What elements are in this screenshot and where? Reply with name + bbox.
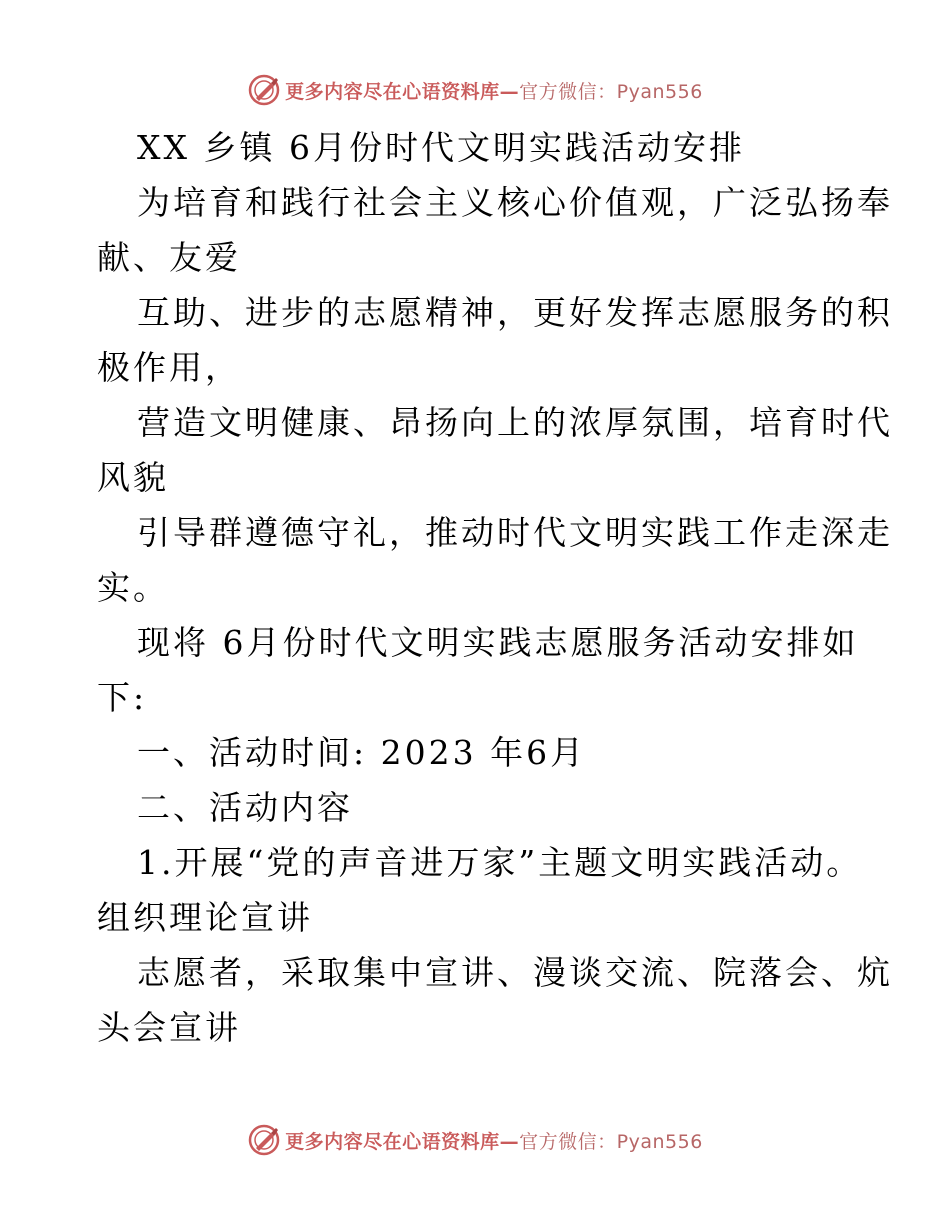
watermark-dash: —	[499, 1130, 520, 1153]
text-line: 二、活动内容	[137, 788, 353, 827]
text-line: 为培育和践行社会主义核心价值观，广泛弘扬奉	[137, 183, 893, 222]
watermark-main: 更多内容尽在心语资料库	[285, 1130, 500, 1153]
watermark-wechat: 官方微信：Pyan556	[519, 1130, 703, 1153]
watermark-inner	[247, 1123, 703, 1157]
text-line: 实。	[97, 568, 169, 607]
text-line: 互助、进步的志愿精神，更好发挥志愿服务的积	[137, 293, 893, 332]
text-line: 一、活动时间: 2023 年6月	[137, 733, 587, 772]
watermark-main: 更多内容尽在心语资料库	[285, 80, 500, 103]
text-line: 1.开展“党的声音进万家”主题文明实践活动。	[137, 843, 863, 882]
text-line: 风貌	[97, 458, 169, 497]
watermark-text	[285, 1127, 703, 1154]
document-body	[97, 120, 893, 1055]
watermark-banner-bottom	[0, 1120, 950, 1160]
text-line: 极作用，	[97, 348, 241, 387]
text-line: 现将 6月份时代文明实践志愿服务活动安排如	[137, 623, 859, 662]
watermark-wechat: 官方微信：Pyan556	[519, 80, 703, 103]
watermark-inner	[247, 73, 703, 107]
watermark-dash: —	[499, 80, 520, 103]
watermark-text	[285, 77, 703, 104]
pen-logo-icon	[247, 73, 281, 107]
text-line: 头会宣讲	[97, 1008, 241, 1047]
pen-logo-icon	[247, 1123, 281, 1157]
text-line: 下:	[97, 678, 148, 717]
text-line: 组织理论宣讲	[97, 898, 313, 937]
text-line: 献、友爱	[97, 238, 241, 277]
watermark-banner-top	[0, 70, 950, 110]
text-line: 志愿者，采取集中宣讲、漫谈交流、院落会、炕	[137, 953, 893, 992]
text-line: 营造文明健康、昂扬向上的浓厚氛围，培育时代	[137, 403, 893, 442]
text-line: 引导群遵德守礼，推动时代文明实践工作走深走	[137, 513, 893, 552]
text-line: XX 乡镇 6月份时代文明实践活动安排	[137, 128, 745, 167]
